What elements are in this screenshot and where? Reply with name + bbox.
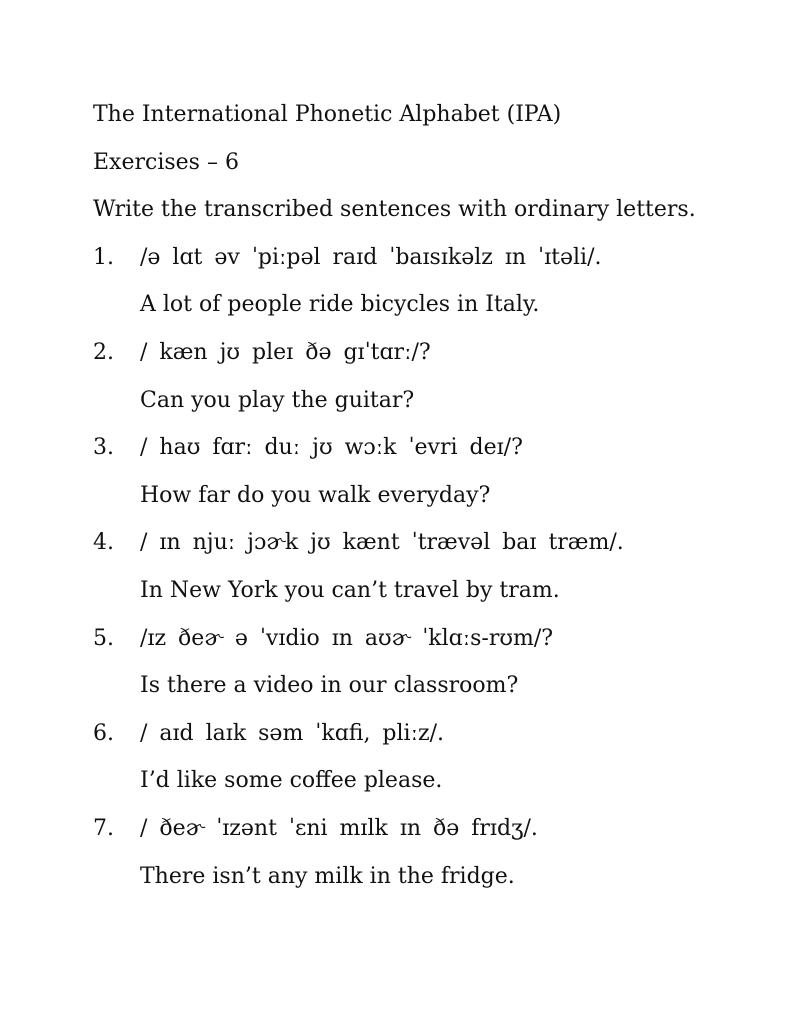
answer-sentence: Can you play the guitar? <box>140 387 415 413</box>
item-number: 4. <box>93 530 114 556</box>
exercise-item <box>93 805 753 900</box>
ipa-transcription: / haʊ fɑrː duː jʊ wɔːk ˈevri deɪ/? <box>140 435 523 461</box>
item-number: 3. <box>93 435 114 461</box>
document-title: The International Phonetic Alphabet (IPA) <box>93 102 562 127</box>
exercise-item <box>93 424 753 519</box>
exercise-item <box>93 615 753 710</box>
answer-sentence: How far do you walk everyday? <box>140 482 491 508</box>
ipa-transcription: /ə lɑt əv ˈpiːpəl raɪd ˈbaɪsɪkəlz ɪn ˈɪtəli/. <box>140 244 602 270</box>
answer-sentence: In New York you can’t travel by tram. <box>140 577 560 603</box>
answer-sentence: Is there a video in our classroom? <box>140 673 519 699</box>
instruction-text: Write the transcribed sentences with ordinary letters. <box>93 197 696 223</box>
ipa-transcription: / ðeɚ ˈɪzənt ˈɛni mɪlk ɪn ðə frɪdʒ/. <box>140 815 538 841</box>
exercise-item <box>93 329 753 424</box>
ipa-transcription: / kæn jʊ pleɪ ðə gɪˈtɑrː/? <box>140 339 431 365</box>
exercise-heading: Exercises – 6 <box>93 149 239 175</box>
ipa-transcription: / ɪn njuː jɔɚk jʊ kænt ˈtrævəl baɪ træm/. <box>140 530 624 556</box>
item-number: 5. <box>93 625 114 651</box>
ipa-transcription: /ɪz ðeɚ ə ˈvɪdio ɪn aʊɚ ˈklɑːs-rʊm/? <box>140 625 554 651</box>
answer-sentence: A lot of people ride bicycles in Italy. <box>140 292 540 318</box>
answer-sentence: There isn’t any milk in the fridge. <box>140 863 515 889</box>
document-page <box>93 91 753 900</box>
exercise-item <box>93 234 753 329</box>
item-number: 7. <box>93 815 114 841</box>
item-number: 1. <box>93 244 114 270</box>
exercise-item <box>93 519 753 614</box>
answer-sentence: I’d like some coffee please. <box>140 768 443 794</box>
ipa-transcription: / aɪd laɪk səm ˈkɑfi, pliːz/. <box>140 720 444 746</box>
item-number: 2. <box>93 339 114 365</box>
item-number: 6. <box>93 720 114 746</box>
exercise-item <box>93 710 753 805</box>
